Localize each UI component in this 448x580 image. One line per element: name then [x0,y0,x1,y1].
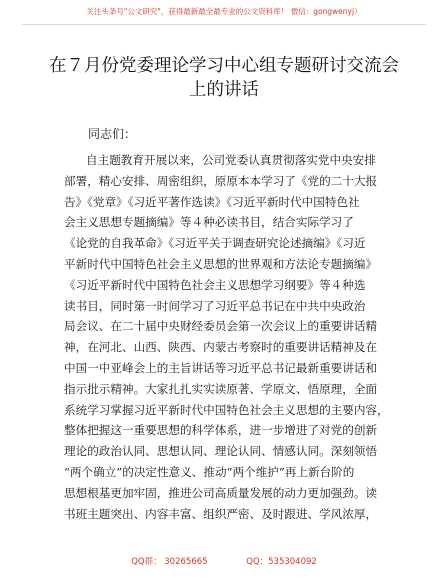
body-line: 《论党的自我革命》《习近平关于调查研究论述摘编》《习近 [64,236,366,251]
body-line: 平新时代中国特色社会主义思想的世界观和方法论专题摘编》 [64,256,378,271]
body-line: 系统学习掌握习近平新时代中国特色社会主义思想的主要内容， [64,402,389,417]
body-line: 神，在河北、山西、陕西、内蒙古考察时的重要讲话精神及在 [64,340,378,355]
top-banner: 关注头条号"公文研究"，获得最新最全最专业的公文资料库！ 微信：gongwenyj） [86,7,362,16]
header-divider [22,24,426,25]
body-line: 告》《党章》《习近平著作选读》《习近平新时代中国特色社 [64,194,360,209]
body-line: 《习近平新时代中国特色社会主义思想学习纲要》等４种选 [64,277,366,292]
body-line: 自主题教育开展以来，公司党委认真贯彻落实党中央安排 [86,153,376,167]
footer-qq: QQ：535304092 [246,557,317,567]
body-line: 理论的政治认同、思想认同、理论认同、情感认同。深刻领悟 [64,444,378,459]
title-line-1: 在７月份党委理论学习中心组专题研讨交流会 [49,56,399,76]
document-title [40,54,408,102]
body-line: 中国一中亚峰会上的主旨讲话等习近平总书记最新重要讲话和 [64,360,378,375]
title-line-2: 上的讲话 [189,80,259,100]
body-text [64,150,390,524]
salutation: 同志们： [88,127,137,141]
footer-qq-group: QQ群： 30265665 [131,557,208,567]
body-line: “两个确立”的决定性意义、推动“两个维护”再上新台阶的 [64,464,355,479]
body-line: 会主义思想专题摘编》等４种必读书目，结合实际学习了 [64,215,354,230]
body-line: 读书目，同时第一时间学习了习近平总书记在中共中央政治 [64,298,366,313]
footer [0,555,448,567]
body-line: 部署，精心安排、周密组织，原原本本学习了《党的二十大报 [64,173,378,188]
body-line: 整体把握这一重要思想的科学体系，进一步增进了对党的创新 [64,423,378,438]
body-line: 局会议、在二十届中央财经委员会第一次会议上的重要讲话精 [64,319,378,334]
body-line: 书班主题突出、内容丰富、组织严密、及时跟进、学风浓厚， [64,506,378,521]
body-line: 指示批示精神。大家扎扎实实读原著、学原文、悟原理，全面 [64,381,378,396]
body-line: 思想根基更加牢固，推进公司高质量发展的动力更加强劲。读 [64,485,378,500]
